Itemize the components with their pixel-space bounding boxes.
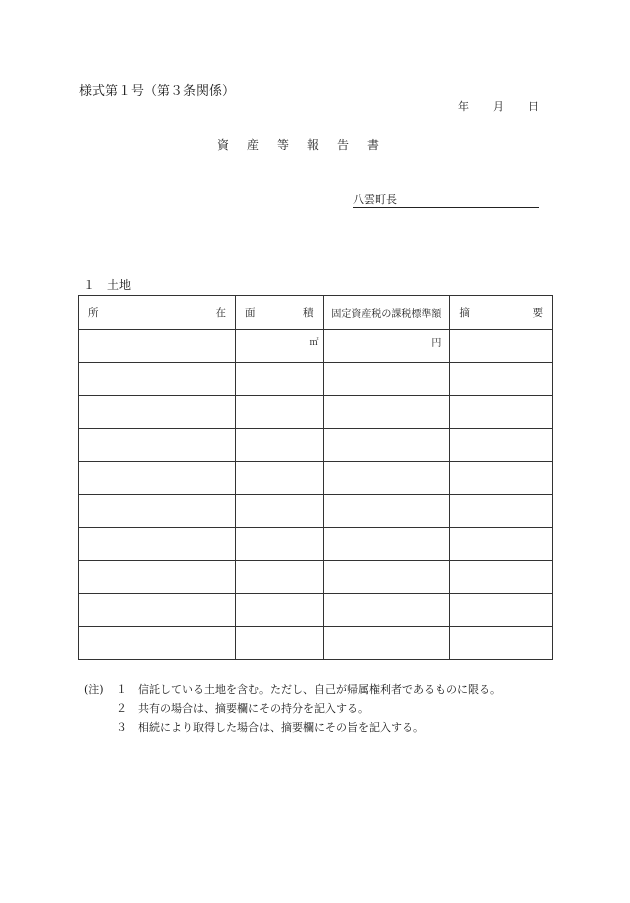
cell-assessed-value[interactable] bbox=[323, 594, 450, 627]
table-row bbox=[79, 528, 553, 561]
header-area-left: 面 bbox=[244, 307, 256, 319]
title-char: 書 bbox=[367, 138, 380, 152]
note-number: ２ bbox=[116, 702, 127, 715]
cell-assessed-value[interactable] bbox=[323, 561, 450, 594]
cell-remarks[interactable] bbox=[450, 627, 553, 660]
cell-remarks[interactable] bbox=[450, 363, 553, 396]
cell-location[interactable] bbox=[79, 330, 236, 363]
note-item bbox=[84, 699, 501, 718]
title-char: 資 bbox=[217, 138, 230, 152]
cell-assessed-value[interactable] bbox=[323, 363, 450, 396]
date-year-label: 年 bbox=[458, 100, 469, 113]
cell-location[interactable] bbox=[79, 495, 236, 528]
table-row bbox=[79, 462, 553, 495]
date-day-label: 日 bbox=[528, 100, 539, 113]
cell-area[interactable] bbox=[235, 396, 323, 429]
cell-area[interactable] bbox=[235, 594, 323, 627]
cell-remarks[interactable] bbox=[450, 528, 553, 561]
cell-remarks[interactable] bbox=[450, 396, 553, 429]
cell-remarks[interactable] bbox=[450, 495, 553, 528]
cell-area[interactable] bbox=[235, 627, 323, 660]
cell-remarks[interactable] bbox=[450, 561, 553, 594]
cell-location[interactable] bbox=[79, 561, 236, 594]
date-month-label: 月 bbox=[493, 100, 504, 113]
cell-area[interactable] bbox=[235, 462, 323, 495]
notes-prefix: (注) bbox=[84, 683, 104, 696]
table-row bbox=[79, 561, 553, 594]
table-row bbox=[79, 330, 553, 363]
note-item bbox=[84, 718, 501, 737]
header-location-left: 所 bbox=[88, 307, 99, 319]
table-row bbox=[79, 396, 553, 429]
table-row bbox=[79, 429, 553, 462]
cell-assessed-value[interactable] bbox=[323, 429, 450, 462]
cell-area[interactable] bbox=[235, 561, 323, 594]
header-remarks bbox=[450, 296, 553, 330]
title-char: 産 bbox=[247, 138, 260, 152]
header-remarks-right: 要 bbox=[532, 307, 543, 319]
value-unit-label: 円 bbox=[431, 337, 442, 349]
cell-location[interactable] bbox=[79, 627, 236, 660]
cell-location[interactable] bbox=[79, 594, 236, 627]
cell-remarks[interactable] bbox=[450, 462, 553, 495]
table-row bbox=[79, 627, 553, 660]
cell-assessed-value[interactable] bbox=[323, 462, 450, 495]
table-row bbox=[79, 495, 553, 528]
cell-assessed-value[interactable] bbox=[323, 396, 450, 429]
header-assessed-value bbox=[323, 296, 450, 330]
cell-area[interactable] bbox=[235, 528, 323, 561]
header-assessed-value-label: 固定資産税の課税標準額 bbox=[331, 309, 442, 320]
note-item bbox=[84, 680, 501, 699]
note-number: ３ bbox=[116, 721, 127, 734]
cell-assessed-value[interactable] bbox=[323, 495, 450, 528]
table-header-row bbox=[79, 296, 553, 330]
notes-section bbox=[84, 680, 501, 737]
header-location-right: 在 bbox=[215, 307, 226, 319]
header-area bbox=[235, 296, 323, 330]
table-row bbox=[79, 363, 553, 396]
header-location bbox=[79, 296, 236, 330]
cell-area[interactable] bbox=[235, 495, 323, 528]
recipient-name: 八雲町長 bbox=[353, 193, 397, 206]
note-text: 相続により取得した場合は、摘要欄にその旨を記入する。 bbox=[138, 721, 424, 734]
cell-location[interactable] bbox=[79, 396, 236, 429]
cell-assessed-value[interactable] bbox=[323, 627, 450, 660]
section-heading: １ 土地 bbox=[83, 278, 132, 292]
cell-remarks[interactable] bbox=[450, 330, 553, 363]
header-remarks-left: 摘 bbox=[459, 307, 470, 319]
note-number: １ bbox=[116, 683, 127, 696]
cell-location[interactable] bbox=[79, 363, 236, 396]
title-char: 等 bbox=[277, 138, 290, 152]
cell-area[interactable] bbox=[235, 363, 323, 396]
title-char: 告 bbox=[337, 138, 350, 152]
title-char: 報 bbox=[307, 138, 320, 152]
cell-location[interactable] bbox=[79, 462, 236, 495]
cell-location[interactable] bbox=[79, 429, 236, 462]
cell-remarks[interactable] bbox=[450, 429, 553, 462]
date-line bbox=[458, 98, 539, 114]
cell-assessed-value[interactable] bbox=[323, 330, 450, 363]
land-table bbox=[78, 295, 553, 660]
recipient-line bbox=[353, 194, 539, 208]
note-text: 共有の場合は、摘要欄にその持分を記入する。 bbox=[138, 702, 369, 715]
cell-remarks[interactable] bbox=[450, 594, 553, 627]
cell-area[interactable] bbox=[235, 429, 323, 462]
area-unit-label: ㎡ bbox=[309, 337, 319, 348]
cell-assessed-value[interactable] bbox=[323, 528, 450, 561]
document-title bbox=[217, 136, 397, 153]
cell-location[interactable] bbox=[79, 528, 236, 561]
note-text: 信託している土地を含む。ただし、自己が帰属権利者であるものに限る。 bbox=[138, 683, 501, 696]
cell-area[interactable] bbox=[235, 330, 323, 363]
table-row bbox=[79, 594, 553, 627]
header-area-right: 積 bbox=[303, 307, 314, 319]
form-number: 様式第１号（第３条関係） bbox=[79, 84, 236, 99]
